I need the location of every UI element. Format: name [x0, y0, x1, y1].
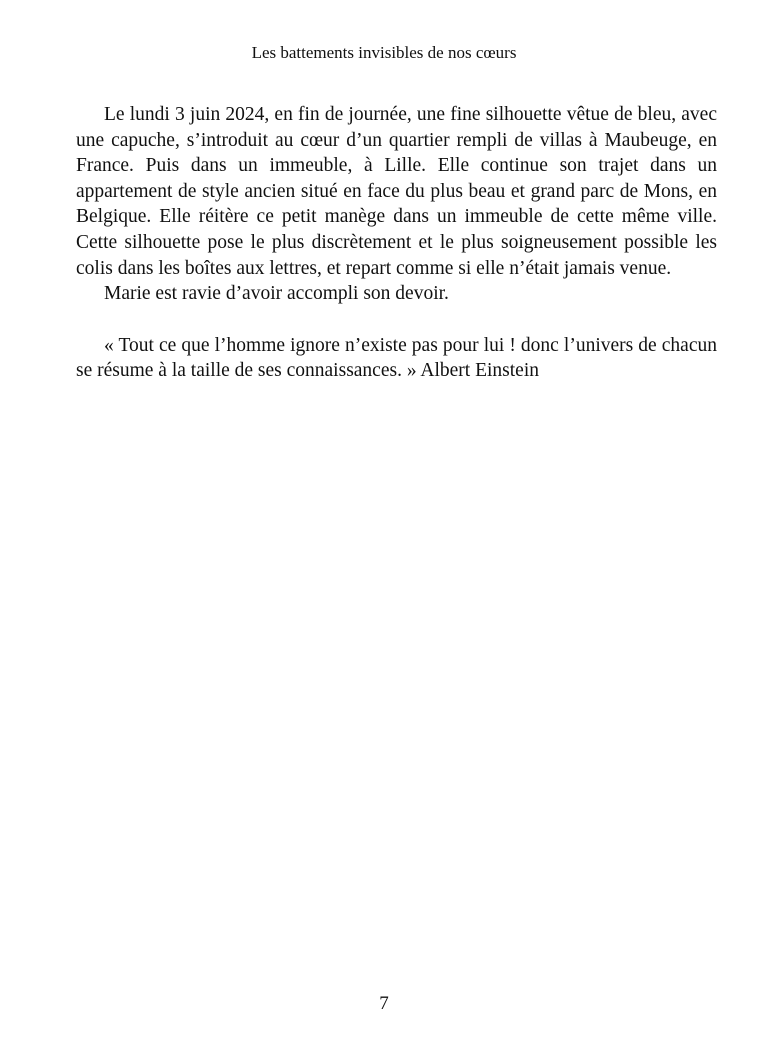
epigraph-quote: « Tout ce que l’homme ignore n’existe pas pour lui ! donc l’univers de chacun se résume à la taille de ses connaissances. » Albert Einstein [76, 334, 717, 382]
page-number: 7 [379, 993, 389, 1014]
body-text [76, 102, 717, 384]
paragraph-spacer [76, 307, 717, 333]
paragraph-1: Le lundi 3 juin 2024, en fin de journée, une fine silhouette vêtue de bleu, avec une capuche, s’introduit au cœur d’un quartier rempli de villas à Maubeuge, en France. Puis dans un immeuble, à Lille. Elle continue son trajet dans un appartement de style ancien situé en face du plus beau et grand parc de Mons, en Belgique. Elle réitère ce petit manège dans un immeuble de cette même ville. Cette silhouette pose le plus discrètement et le plus soigneusement possible les colis dans les boîtes aux lettres, et repart comme si elle n’était jamais venue. [76, 104, 717, 279]
paragraph-2: Marie est ravie d’avoir accompli son devoir. [104, 283, 449, 305]
running-header: Les battements invisibles de nos cœurs [251, 43, 517, 62]
